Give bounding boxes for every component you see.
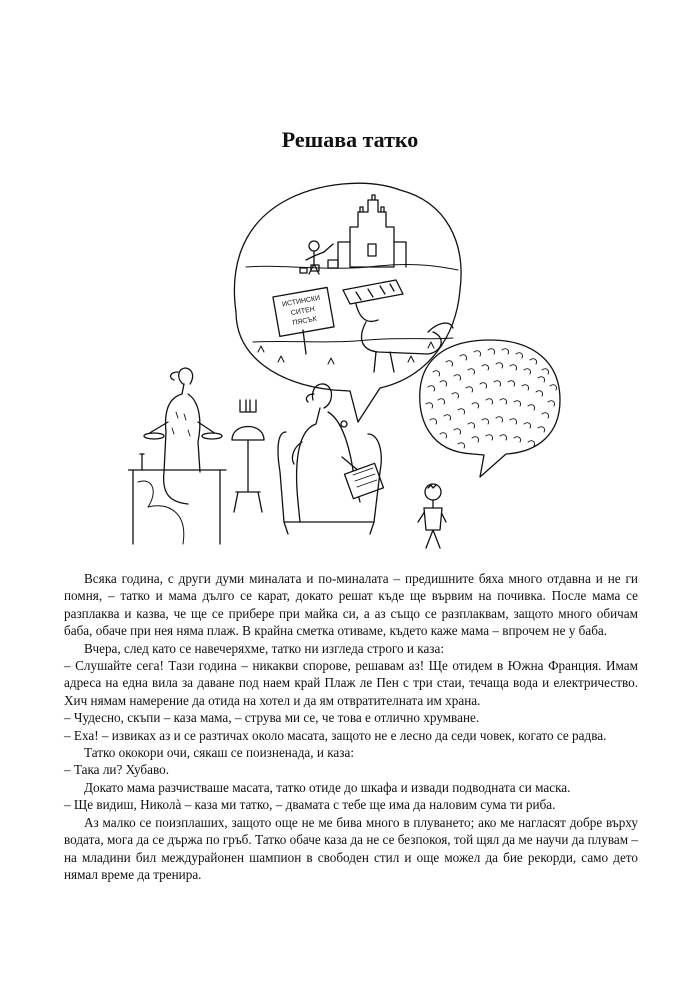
cartoon-illustration: [128, 172, 568, 557]
paragraph: Всяка година, с други думи миналата и по-миналата – предишните бяха много отдавна и не ги помня, – татко и мама дълго се карат, докато решат къде ще вървим на почивка. После мама се разплаква и казва, че ще се прибере при майка си, а аз също се разплаквам, защото много обичам баба, обаче при нея няма плаж. В крайна сметка отиваме, където каже мама – впрочем не у баба.: [64, 571, 638, 639]
dialogue-paragraph: – Слушайте сега! Тази година – никакви спорове, решавам аз! Ще отидем в Южна Франция. Имам адреса на една вила за даване под наем край Плаж ле Пен с три стаи, течаща вода и електричество. Хич нямам намерение да отида на хотел и да ям отвратителната им храна.: [64, 658, 638, 708]
dialogue-paragraph: – Еха! – извиках аз и се разтичах около масата, защото не е лесно да седи човек, когато се радва.: [64, 727, 607, 743]
gravel-thought-bubble: [420, 340, 560, 477]
paragraph: Докато мама разчистваше масата, татко отиде до шкафа и извади подводната си маска.: [84, 779, 571, 795]
page-title: Решава татко: [281, 127, 419, 152]
dialogue-paragraph: – Чудесно, скъпи – каза мама, – струва ми се, че това е отлично хрумване.: [64, 710, 480, 726]
body-text: [64, 570, 638, 883]
sign-line-1: ИСТИНСКИ: [281, 294, 321, 309]
mother-drawing: [128, 368, 226, 544]
lamp-drawing: [232, 400, 264, 512]
dialogue-paragraph: – Ще видиш, Николà – каза ми татко, – двамата с тебе ще има да наловим сума ти риба.: [64, 797, 556, 813]
paragraph: Вчера, след като се навечеряхме, татко ни изгледа строго и каза:: [84, 640, 445, 656]
boy-drawing: [418, 484, 446, 548]
dialogue-paragraph: – Така ли? Хубаво.: [64, 762, 169, 778]
sign-line-2: СИТЕН: [290, 305, 316, 318]
sign-line-3: ПЯСЪК: [291, 315, 318, 327]
paragraph: Татко ококори очи, сякаш се поизненада, и каза:: [84, 745, 354, 761]
paragraph: Аз малко се поизплаших, защото още не ме бива много в плуването; ако ме нагласят добре върху водата, мога да се държа по гръб. Татко обаче каза да не се безпокоя, той щял да ме научи да плувам – на младини бил междурайонен шампион в свободен стил и още можел да бие рекорди, само дето нямал време да тренира.: [64, 814, 638, 882]
